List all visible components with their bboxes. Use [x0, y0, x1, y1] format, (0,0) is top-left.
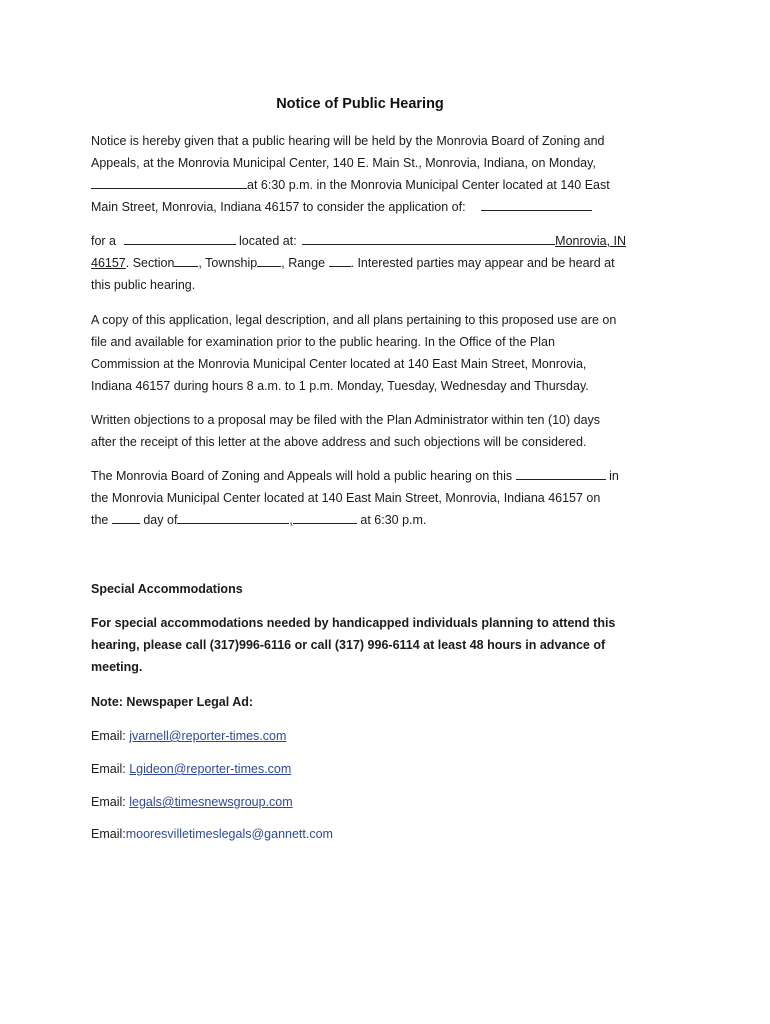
- notice-paragraph: [91, 130, 681, 218]
- text-line: this public hearing.: [91, 278, 196, 292]
- hearing-date-blank[interactable]: [516, 466, 606, 480]
- applicant-blank[interactable]: [481, 197, 592, 211]
- email-row: [91, 729, 286, 743]
- text-line: Notice is hereby given that a public hearing will be held by the Monrovia Board of Zoning and: [91, 134, 605, 148]
- year-blank[interactable]: [293, 510, 357, 524]
- text-line: Indiana 46157 during hours 8 a.m. to 1 p.m. Monday, Tuesday, Wednesday and Thursday.: [91, 379, 589, 393]
- note-heading: Note: Newspaper Legal Ad:: [91, 695, 254, 709]
- email-address[interactable]: mooresvilletimeslegals@gannett.com: [125, 827, 333, 841]
- text-line: [91, 230, 681, 252]
- text-segment: at 6:30 p.m. in the Monrovia Municipal Center located at 140 East: [247, 178, 610, 192]
- email-label: Email:: [91, 827, 126, 841]
- email-label: Email:: [91, 729, 126, 743]
- section-blank[interactable]: [174, 253, 198, 267]
- hearing-paragraph: [91, 465, 681, 531]
- text-segment: . Section: [125, 256, 175, 270]
- text-line: hearing, please call (317)996-6116 or call (317) 996-6114 at least 48 hours in advance of: [91, 638, 606, 652]
- range-blank[interactable]: [329, 253, 351, 267]
- email-link[interactable]: legals@timesnewsgroup.com: [129, 795, 293, 809]
- email-link[interactable]: jvarnell@reporter-times.com: [129, 729, 287, 743]
- text-segment: for a: [91, 234, 117, 248]
- text-line: [91, 509, 681, 531]
- email-link[interactable]: Lgideon@reporter-times.com: [129, 762, 292, 776]
- use-blank[interactable]: [124, 231, 236, 245]
- text-segment: ,: [289, 513, 293, 527]
- text-line: meeting.: [91, 660, 143, 674]
- email-label: Email:: [91, 795, 126, 809]
- text-line: the Monrovia Municipal Center located at 140 East Main Street, Monrovia, Indiana 46157 on: [91, 491, 601, 505]
- email-label: Email:: [91, 762, 126, 776]
- text-segment: at 6:30 p.m.: [360, 513, 427, 527]
- email-row: [91, 795, 293, 809]
- zip-text: 46157: [91, 256, 126, 270]
- objections-paragraph: [91, 409, 681, 453]
- application-paragraph: [91, 230, 681, 296]
- township-blank[interactable]: [257, 253, 281, 267]
- special-accommodations-heading: Special Accommodations: [91, 582, 243, 596]
- text-segment: . Interested parties may appear and be heard at: [350, 256, 615, 270]
- text-segment: , Township: [198, 256, 258, 270]
- text-line: Commission at the Monrovia Municipal Center located at 140 East Main Street, Monrovia,: [91, 357, 587, 371]
- location-blank[interactable]: [302, 231, 555, 245]
- text-line: [91, 252, 681, 274]
- text-line: Appeals, at the Monrovia Municipal Center, 140 E. Main St., Monrovia, Indiana, on Monday,: [91, 156, 596, 170]
- text-segment: , Range: [281, 256, 326, 270]
- text-segment: The Monrovia Board of Zoning and Appeals will hold a public hearing on this: [91, 469, 513, 483]
- email-row: [91, 827, 333, 841]
- day-blank[interactable]: [112, 510, 140, 524]
- text-line: after the receipt of this letter at the above address and such objections will be considered.: [91, 435, 587, 449]
- text-segment: in: [609, 469, 619, 483]
- text-line: file and available for examination prior to the public hearing. In the Office of the Plan: [91, 335, 555, 349]
- email-row: [91, 762, 291, 776]
- text-segment: located at:: [238, 234, 297, 248]
- copy-paragraph: [91, 309, 681, 397]
- special-accommodations-paragraph: [91, 612, 681, 678]
- text-line: [91, 465, 681, 487]
- text-line: [91, 174, 681, 196]
- text-line: [91, 196, 681, 218]
- date-blank[interactable]: [91, 175, 247, 189]
- text-line: For special accommodations needed by handicapped individuals planning to attend this: [91, 616, 616, 630]
- text-segment: day of: [143, 513, 178, 527]
- page-title: Notice of Public Hearing: [276, 96, 444, 112]
- text-segment: the: [91, 513, 109, 527]
- month-blank[interactable]: [177, 510, 289, 524]
- text-segment: Main Street, Monrovia, Indiana 46157 to consider the application of:: [91, 200, 466, 214]
- text-line: Written objections to a proposal may be filed with the Plan Administrator within ten (10) days: [91, 413, 601, 427]
- text-line: A copy of this application, legal description, and all plans pertaining to this proposed use are on: [91, 313, 617, 327]
- city-state-text: Monrovia, IN: [555, 234, 627, 248]
